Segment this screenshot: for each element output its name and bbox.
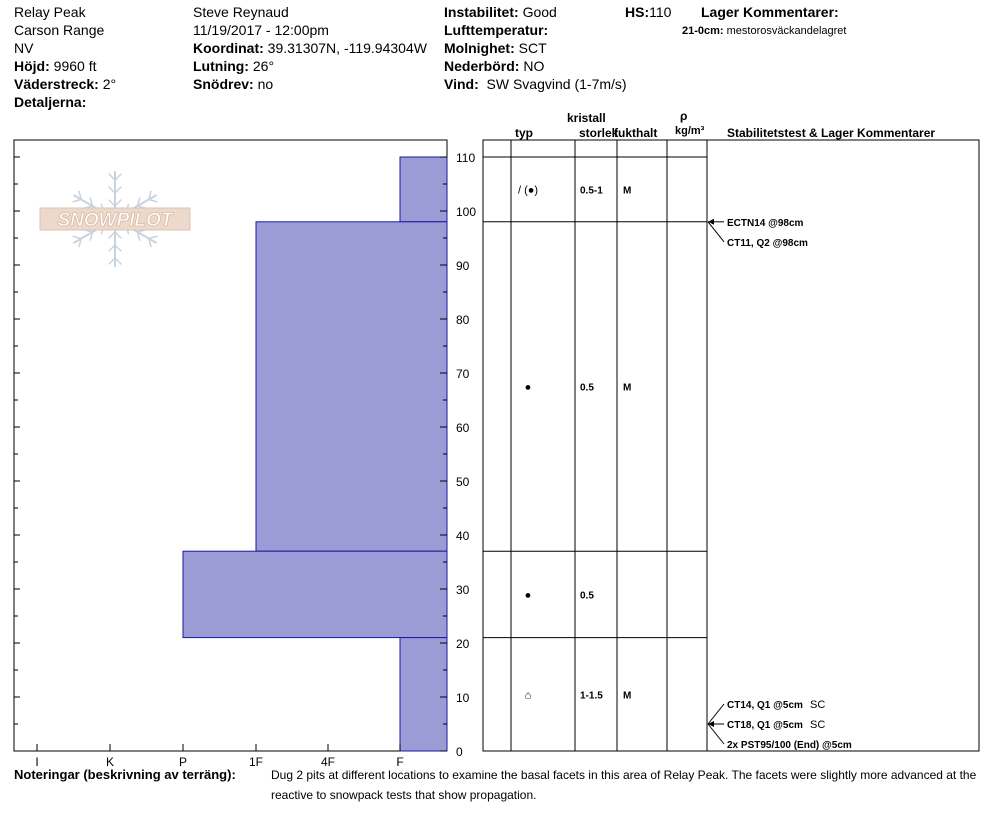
drift-value: no: [257, 76, 274, 92]
snowflake-branch: [73, 236, 82, 238]
logo-text: SNOWPILOT: [57, 210, 173, 231]
depth-tick-label: 10: [456, 691, 470, 705]
datetime: 11/19/2017 - 12:00pm: [193, 22, 329, 38]
precip-label: Nederbörd:: [444, 58, 520, 74]
grain-type-3: ⌂: [524, 689, 532, 702]
col-header-rho: ρ: [680, 109, 688, 123]
snowflake-branch: [73, 200, 82, 202]
range-name: Carson Range: [14, 22, 105, 38]
stability-test-label: CT11, Q2 @98cm: [727, 237, 808, 249]
grain-type-2: ●: [524, 589, 532, 602]
hardness-tick-label: K: [105, 755, 115, 769]
hardness-bars: [183, 157, 447, 751]
col-header-size: storlek: [579, 126, 619, 140]
depth-tick-label: 30: [456, 583, 470, 597]
aspect-value: 2°: [102, 76, 117, 92]
snowflake-branch: [149, 200, 158, 202]
col-header-density-unit: kg/m³: [675, 125, 705, 137]
stability-tests: [708, 218, 852, 751]
wind-value: SW Svagvind (1-7m/s): [486, 76, 627, 92]
depth-tick-label: 0: [456, 745, 463, 759]
sky-label: Molnighet:: [444, 40, 515, 56]
state-name: NV: [14, 40, 34, 56]
col-header-crystal: kristall: [567, 111, 606, 125]
shear-quality-label: SC: [810, 719, 826, 731]
moisture-3: M: [623, 690, 632, 702]
col-header-stability: Stabilitetstest & Lager Kommentarer: [727, 126, 936, 140]
depth-tick-label: 60: [456, 421, 470, 435]
instability-label: Instabilitet:: [444, 4, 519, 20]
wind-label: Vind:: [444, 76, 479, 92]
hs-value: 110: [649, 4, 672, 20]
grain-size-3: 1-1.5: [580, 690, 603, 702]
moisture-1: M: [623, 382, 632, 394]
col-header-type: typ: [515, 126, 533, 140]
grain-type-0: / (●): [517, 184, 539, 197]
hardness-tick-label: P: [178, 755, 188, 769]
test-leader-line: [708, 222, 724, 242]
notes-line-2: reactive to snowpack tests that show propagation.: [271, 788, 537, 802]
shear-quality-label: SC: [810, 699, 826, 711]
notes-line-1: Dug 2 pits at different locations to examine the basal facets in this area of Relay Peak. The facets were slightly more advanced at the: [271, 768, 977, 782]
stability-test-label: CT18, Q1 @5cm: [727, 720, 803, 731]
stability-test-label: CT14, Q1 @5cm: [727, 700, 803, 711]
depth-tick-label: 110: [456, 151, 476, 165]
test-leader-line: [708, 724, 724, 744]
stability-test-label: ECTN14 @98cm: [727, 217, 804, 229]
layer-table-frame: [483, 140, 979, 751]
stability-test-label: 2x PST95/100 (End) @5cm: [727, 740, 852, 751]
instability-value: Good: [522, 4, 557, 20]
col-header-moisture: fukthalt: [614, 126, 658, 140]
grain-size-2: 0.5: [580, 590, 594, 602]
snowpilot-logo: [40, 171, 190, 267]
test-arrow-head: [708, 721, 714, 727]
grain-size-1: 0.5: [580, 382, 594, 394]
elevation-value: 9960 ft: [53, 58, 97, 74]
slope-label: Lutning:: [193, 58, 249, 74]
hs-label: HS:: [625, 4, 650, 20]
layer-comment-text: mestorosväckandelagret: [726, 25, 847, 37]
aspect-label: Väderstreck:: [14, 76, 99, 92]
depth-tick-label: 40: [456, 529, 470, 543]
location-name: Relay Peak: [14, 4, 86, 20]
depth-tick-label: 50: [456, 475, 470, 489]
hardness-bar-0: [400, 157, 447, 222]
grain-size-0: 0.5-1: [580, 185, 603, 197]
depth-tick-label: 100: [456, 205, 477, 219]
hardness-bar-2: [183, 551, 447, 637]
depth-tick-label: 80: [456, 313, 470, 327]
hardness-tick-label: I: [35, 755, 39, 769]
snowflake-branch: [149, 236, 158, 238]
depth-tick-label: 70: [456, 367, 470, 381]
left-minor-ticks: [14, 157, 20, 751]
slope-value: 26°: [252, 58, 275, 74]
coord-label: Koordinat:: [193, 40, 264, 56]
precip-value: NO: [523, 58, 545, 74]
hardness-tick-label: 1F: [248, 755, 264, 769]
airtemp-label: Lufttemperatur:: [444, 22, 549, 38]
elevation-label: Höjd:: [14, 58, 50, 74]
sky-value: SCT: [518, 40, 547, 56]
coord-value: 39.31307N, -119.94304W: [267, 40, 427, 56]
depth-tick-label: 20: [456, 637, 470, 651]
grain-type-1: ●: [524, 381, 532, 394]
drift-label: Snödrev:: [193, 76, 254, 92]
hardness-tick-label: F: [396, 755, 404, 769]
test-leader-line: [708, 704, 724, 724]
layer-comments-title: Lager Kommentarer:: [701, 4, 839, 20]
test-arrow-head: [708, 219, 714, 225]
hardness-bar-1: [256, 222, 447, 551]
details-label: Detaljerna:: [14, 94, 87, 110]
observer: Steve Reynaud: [193, 4, 289, 20]
hardness-bar-3: [400, 638, 447, 751]
depth-tick-label: 90: [456, 259, 470, 273]
hardness-tick-label: 4F: [320, 755, 336, 769]
moisture-0: M: [623, 185, 632, 197]
table-rows: [483, 157, 707, 701]
layer-comment-depth: 21-0cm:: [682, 25, 724, 37]
notes-label: Noteringar (beskrivning av terräng):: [14, 767, 236, 782]
